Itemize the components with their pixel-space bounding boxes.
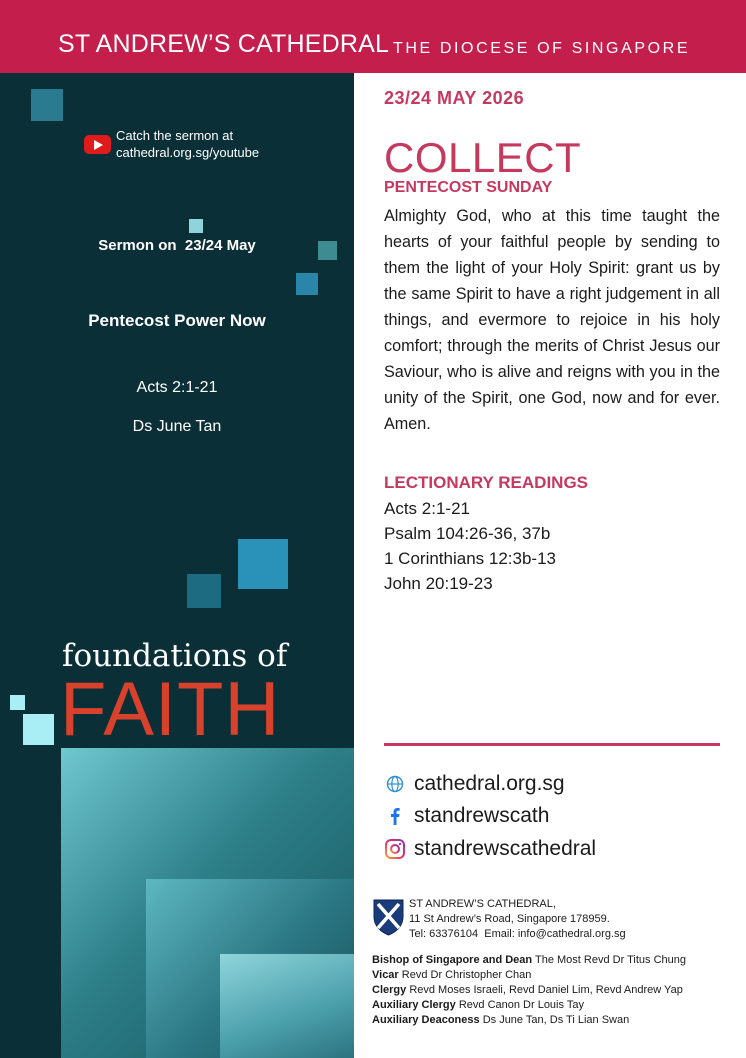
address-block <box>409 897 626 942</box>
decorative-square <box>189 219 203 233</box>
org-name: ST ANDREW’S CATHEDRAL, <box>409 898 556 910</box>
clergy-names: Revd Canon Dr Louis Tay <box>458 999 584 1011</box>
decorative-block <box>220 954 354 1058</box>
youtube-icon <box>84 135 111 154</box>
sermon-date: Sermon on 23/24 May <box>98 237 256 254</box>
sermon-preacher: Ds June Tan <box>132 418 222 435</box>
reading-item: Acts 2:1-21 <box>384 499 470 518</box>
section-divider <box>384 743 720 746</box>
sermon-title: Pentecost Power Now <box>88 311 266 330</box>
cathedral-crest-icon <box>373 899 404 936</box>
instagram-icon <box>384 838 406 860</box>
clergy-list <box>372 953 686 1028</box>
clergy-row <box>372 1013 686 1028</box>
facebook-link[interactable] <box>384 803 549 829</box>
facebook-icon <box>384 805 406 827</box>
decorative-square <box>296 273 318 295</box>
phone-email: Tel: 63376104 Email: info@cathedral.org.sg <box>409 928 626 940</box>
decorative-square <box>187 574 221 608</box>
reading-item: Psalm 104:26-36, 37b <box>384 524 551 543</box>
lectionary-list <box>384 496 556 596</box>
facebook-text: standrewscath <box>414 804 550 827</box>
clergy-row <box>372 983 686 998</box>
instagram-text: standrewscathedral <box>414 837 597 860</box>
decorative-square <box>238 539 288 589</box>
clergy-names: Ds June Tan, Ds Ti Lian Swan <box>482 1014 630 1026</box>
decorative-square <box>10 695 25 710</box>
clergy-row <box>372 968 686 983</box>
clergy-names: The Most Revd Dr Titus Chung <box>534 954 686 966</box>
decorative-square <box>23 714 54 745</box>
series-title-faith: FAITH <box>60 667 281 752</box>
clergy-role: Auxiliary Deaconess <box>372 1014 480 1026</box>
header-band <box>0 0 746 73</box>
clergy-names: Revd Dr Christopher Chan <box>401 969 532 981</box>
youtube-note <box>116 127 259 161</box>
sermon-reference: Acts 2:1-21 <box>136 379 218 396</box>
website-text: cathedral.org.sg <box>414 772 565 795</box>
sermon-panel <box>0 73 354 1058</box>
clergy-role: Vicar <box>372 969 399 981</box>
collect-subheading: PENTECOST SUNDAY <box>384 179 553 196</box>
cathedral-name: ST ANDREW’S CATHEDRAL <box>58 30 390 58</box>
street-address: 11 St Andrew’s Road, Singapore 178959. <box>409 913 610 925</box>
clergy-row <box>372 953 686 968</box>
decorative-square <box>31 89 63 121</box>
clergy-row <box>372 998 686 1013</box>
website-link[interactable] <box>384 771 565 797</box>
reading-item: 1 Corinthians 12:3b-13 <box>384 549 557 568</box>
youtube-line-1: Catch the sermon at <box>116 128 234 143</box>
reading-item: John 20:19-23 <box>384 574 493 593</box>
instagram-link[interactable] <box>384 836 596 862</box>
clergy-names: Revd Moses Israeli, Revd Daniel Lim, Revd Andrew Yap <box>409 984 683 996</box>
service-date: 23/24 MAY 2026 <box>384 88 525 108</box>
collect-text: Almighty God, who at this time taught the hearts of your faithful people by sending to them the light of your Holy Spirit: grant us by the same Spirit to have a right judgement in all things, and evermore to rejoice in his holy comfort; through the merits of Christ Jesus our Saviour, who is alive and reigns with you in the unity of the Spirit, one God, now and for ever. Amen. <box>384 207 720 433</box>
collect-heading: COLLECT <box>384 134 582 181</box>
clergy-role: Auxiliary Clergy <box>372 999 456 1011</box>
globe-icon <box>384 773 406 795</box>
lectionary-heading: LECTIONARY READINGS <box>384 473 589 492</box>
youtube-link[interactable]: cathedral.org.sg/youtube <box>116 145 260 160</box>
series-title-foundations: foundations of <box>62 638 288 674</box>
diocese-name: THE DIOCESE OF SINGAPORE <box>393 40 691 57</box>
clergy-role: Clergy <box>372 984 407 996</box>
clergy-role: Bishop of Singapore and Dean <box>372 954 533 966</box>
